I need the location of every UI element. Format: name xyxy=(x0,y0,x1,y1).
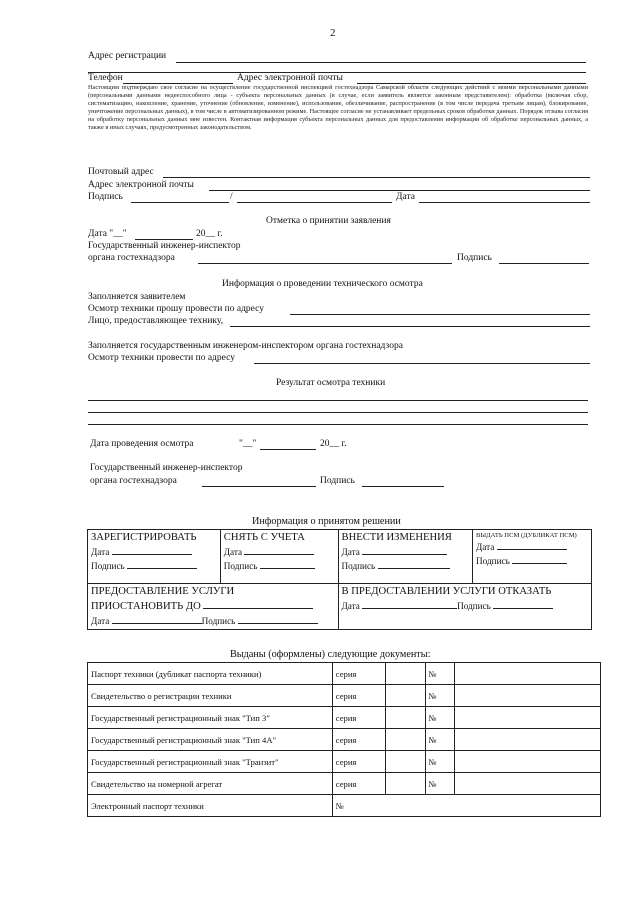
acceptance-inspector-line2: органа гостехнадзора xyxy=(88,253,175,263)
result-year: 20__ г. xyxy=(320,439,347,449)
decision-deregister-date: Дата xyxy=(223,547,243,557)
series-label: серия xyxy=(332,685,385,707)
decision-deregister: СНЯТЬ С УЧЕТА xyxy=(223,532,305,543)
decision-refuse-signature: Подпись xyxy=(457,601,491,611)
decision-amend-cell[interactable] xyxy=(338,530,473,584)
document-name: Государственный регистрационный знак "Транзит" xyxy=(88,751,333,773)
decision-refuse-date: Дата xyxy=(341,601,360,611)
acceptance-year: 20__ г. xyxy=(196,229,223,239)
consent-date-field[interactable] xyxy=(419,202,590,203)
documents-table xyxy=(87,662,601,817)
acceptance-inspector-field[interactable] xyxy=(198,263,452,264)
presenter-label: Лицо, предоставляющее технику, xyxy=(88,316,224,326)
consent-email-field[interactable] xyxy=(209,190,590,191)
by-applicant-label: Заполняется заявителем xyxy=(88,292,186,302)
series-label: серия xyxy=(332,751,385,773)
request-address-label: Осмотр техники прошу провести по адресу xyxy=(88,304,264,314)
decision-register-signature: Подпись xyxy=(91,561,125,571)
result-date-label: Дата проведения осмотра xyxy=(90,439,194,449)
number-field[interactable] xyxy=(455,751,601,773)
decision-suspend-signature: Подпись xyxy=(201,616,236,626)
number-label: № xyxy=(425,663,455,685)
decision-register-date: Дата xyxy=(91,547,110,557)
consent-paragraph: Настоящим подтверждаю свое согласие на осуществление государственной инспекцией гостехнадзора Самарской области следующих действий с моими персональными данными (персональными данными недееспособного лица - субъекта персональных данных (в случае, если заявитель является законным представителем): обработка (включая сбор, систематизацию, накопление, хранение, уточнение (обновление, изменение), использование, обезличивание, распространение (в том числе передача третьим лицам), блокирование, уничтожение персональных данных), в том числе в автоматизированном режиме. Настоящее согласие не устанавливает предельных сроков обработки данных. Порядок отзыва согласия на обработку персональных данных мне известен. Контактная информация субъекта персональных данных для предоставления информации об обработке персональных данных, а также в иных случаях, предусмотренных законодательством. xyxy=(88,84,588,132)
series-field[interactable] xyxy=(385,729,425,751)
number-field[interactable] xyxy=(455,663,601,685)
document-name: Государственный регистрационный знак "Тип 4А" xyxy=(88,729,333,751)
table-row xyxy=(88,685,601,707)
by-inspector-label: Заполняется государственным инженером-инспектором органа гостехнадзора xyxy=(88,341,403,351)
page-number: 2 xyxy=(330,27,336,39)
decision-register-date-field[interactable] xyxy=(112,545,192,555)
result-signature-field[interactable] xyxy=(362,486,444,487)
result-inspector-field[interactable] xyxy=(202,486,316,487)
decision-register-signature-field[interactable] xyxy=(127,559,197,569)
acceptance-title: Отметка о принятии заявления xyxy=(266,216,391,226)
decision-amend-signature: Подпись xyxy=(341,561,376,571)
table-row xyxy=(88,773,601,795)
decision-deregister-signature: Подпись xyxy=(223,561,258,571)
consent-slash: / xyxy=(230,192,233,202)
decision-suspend-signature-field[interactable] xyxy=(238,614,318,624)
request-address-field[interactable] xyxy=(290,314,590,315)
decision-deregister-date-field[interactable] xyxy=(244,545,314,555)
number-label: № xyxy=(425,751,455,773)
document-name: Электронный паспорт техники xyxy=(88,795,333,817)
result-date-quote: "__" xyxy=(239,439,257,449)
result-line-1[interactable] xyxy=(88,400,588,401)
decision-suspend-date-field[interactable] xyxy=(112,614,202,624)
decision-amend-signature-field[interactable] xyxy=(378,559,450,569)
decision-suspend-2: ПРИОСТАНОВИТЬ ДО xyxy=(91,601,201,612)
decision-suspend-date: Дата xyxy=(91,616,110,626)
consent-email-label: Адрес электронной почты xyxy=(88,180,194,190)
reg-address-field[interactable] xyxy=(176,62,586,63)
postal-label: Почтовый адрес xyxy=(88,167,154,177)
decision-refuse-date-field[interactable] xyxy=(362,599,457,609)
decision-duplicate-signature-field[interactable] xyxy=(512,554,567,564)
series-field[interactable] xyxy=(385,685,425,707)
table-row xyxy=(88,707,601,729)
decision-refuse: В ПРЕДОСТАВЛЕНИИ УСЛУГИ ОТКАЗАТЬ xyxy=(341,586,552,597)
result-signature-label: Подпись xyxy=(320,476,355,486)
series-field[interactable] xyxy=(385,707,425,729)
decision-refuse-signature-field[interactable] xyxy=(493,599,553,609)
reg-address-label: Адрес регистрации xyxy=(88,51,167,61)
decision-suspend-cell[interactable] xyxy=(88,584,339,630)
email-label: Адрес электронной почты xyxy=(237,73,343,83)
phone-label: Телефон xyxy=(88,73,123,83)
decision-duplicate-date: Дата xyxy=(476,542,495,552)
table-row xyxy=(88,751,601,773)
number-field[interactable] xyxy=(455,707,601,729)
acceptance-date-label: Дата "__" xyxy=(88,229,127,239)
document-name: Свидетельство о регистрации техники xyxy=(88,685,333,707)
documents-title: Выданы (оформлены) следующие документы: xyxy=(230,649,431,660)
acceptance-signature-field[interactable] xyxy=(499,263,589,264)
result-title: Результат осмотра техники xyxy=(276,378,386,388)
result-line-2[interactable] xyxy=(88,412,588,413)
consent-signature-label: Подпись xyxy=(88,192,123,202)
conduct-address-label: Осмотр техники провести по адресу xyxy=(88,353,235,363)
table-row xyxy=(88,729,601,751)
consent-date-label: Дата xyxy=(396,192,415,202)
result-inspector-line2: органа гостехнадзора xyxy=(90,476,177,486)
decision-deregister-cell[interactable] xyxy=(220,530,338,584)
presenter-field[interactable] xyxy=(230,326,590,327)
series-label: серия xyxy=(332,707,385,729)
document-name: Свидетельство на номерной агрегат xyxy=(88,773,333,795)
decision-suspend-until-field[interactable] xyxy=(203,599,313,609)
decision-refuse-cell[interactable] xyxy=(338,584,592,630)
document-name: Паспорт техники (дубликат паспорта техники) xyxy=(88,663,333,685)
number-label: № xyxy=(335,800,344,811)
decision-title: Информация о принятом решении xyxy=(252,516,401,527)
decision-register: ЗАРЕГИСТРИРОВАТЬ xyxy=(91,532,197,543)
conduct-address-field[interactable] xyxy=(254,363,590,364)
number-field[interactable] xyxy=(455,729,601,751)
number-label: № xyxy=(425,707,455,729)
decision-duplicate: ВЫДАТЬ ПСМ (ДУБЛИКАТ ПСМ) xyxy=(476,532,577,539)
result-line-3[interactable] xyxy=(88,424,588,425)
series-field[interactable] xyxy=(385,773,425,795)
decision-amend: ВНЕСТИ ИЗМЕНЕНИЯ xyxy=(341,532,452,543)
decision-table xyxy=(87,529,592,630)
inspection-title: Информация о проведении технического осмотра xyxy=(222,279,423,289)
result-inspector-line1: Государственный инженер-инспектор xyxy=(90,463,243,473)
acceptance-inspector-line1: Государственный инженер-инспектор xyxy=(88,241,241,251)
number-label: № xyxy=(425,773,455,795)
table-row xyxy=(88,795,601,817)
acceptance-signature-label: Подпись xyxy=(457,253,492,263)
decision-duplicate-date-field[interactable] xyxy=(497,540,567,550)
series-field[interactable] xyxy=(385,663,425,685)
acceptance-date-field[interactable] xyxy=(135,239,193,240)
decision-amend-date-field[interactable] xyxy=(362,545,447,555)
series-label: серия xyxy=(332,663,385,685)
decision-amend-date: Дата xyxy=(341,547,360,557)
result-date-field[interactable] xyxy=(260,449,316,450)
consent-signature-field[interactable] xyxy=(131,202,229,203)
postal-field[interactable] xyxy=(163,177,590,178)
consent-name-field[interactable] xyxy=(237,202,392,203)
decision-register-cell[interactable] xyxy=(88,530,221,584)
decision-deregister-signature-field[interactable] xyxy=(260,559,315,569)
table-row xyxy=(88,663,601,685)
decision-duplicate-signature: Подпись xyxy=(476,556,510,566)
decision-suspend-1: ПРЕДОСТАВЛЕНИЕ УСЛУГИ xyxy=(91,586,235,597)
series-label: серия xyxy=(332,729,385,751)
number-label: № xyxy=(425,729,455,751)
number-label: № xyxy=(425,685,455,707)
document-name: Государственный регистрационный знак "Тип 3" xyxy=(88,707,333,729)
decision-duplicate-cell[interactable] xyxy=(473,530,592,584)
number-field[interactable] xyxy=(455,773,601,795)
series-field[interactable] xyxy=(385,751,425,773)
epassport-number[interactable] xyxy=(332,795,600,817)
number-field[interactable] xyxy=(455,685,601,707)
series-label: серия xyxy=(332,773,385,795)
